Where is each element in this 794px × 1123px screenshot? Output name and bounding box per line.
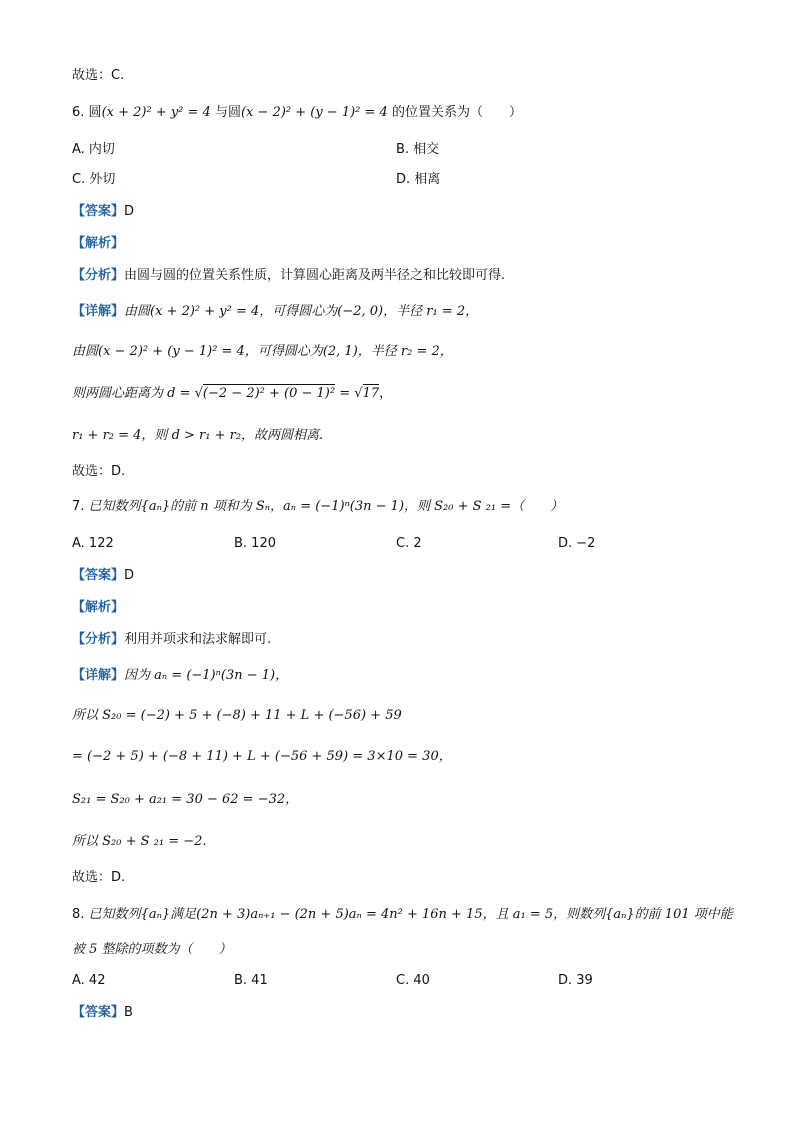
question-6-stem: 6. 圆(x + 2)² + y² = 4 与圆(x − 2)² + (y − 1)² = 4 的位置关系为（ ） (72, 105, 522, 120)
option-d: D. 39 (558, 973, 593, 988)
option-d: D. 相离 (396, 172, 441, 187)
option-a: A. 42 (72, 973, 106, 988)
option-b: B. 120 (234, 536, 276, 551)
answer-line: 【答案】D (72, 204, 135, 219)
question-8-stem-continued: 被 5 整除的项数为（ ） (72, 942, 232, 957)
conclusion-line: 故选：C. (72, 68, 125, 83)
option-a: A. 122 (72, 536, 114, 551)
option-c: C. 外切 (72, 172, 116, 187)
solution-step: = (−2 + 5) + (−8 + 11) + L + (−56 + 59) = 3×10 = 30， (72, 749, 452, 764)
answer-line: 【答案】D (72, 568, 135, 583)
question-8-stem: 8. 已知数列{aₙ}满足(2n + 3)aₙ₊₁ − (2n + 5)aₙ = 4n² + 16n + 15，且 a₁ = 5，则数列{aₙ}的前 101 项中能 (72, 907, 733, 922)
solution-step: 所以 S₂₀ + S ₂₁ = −2. (72, 834, 207, 849)
solution-step: r₁ + r₂ = 4，则 d > r₁ + r₂，故两圆相离. (72, 428, 324, 443)
analysis-heading: 【解析】 (72, 236, 125, 251)
solution-step: 【详解】由圆(x + 2)² + y² = 4，可得圆心为(−2, 0)，半径 r₁ = 2， (72, 304, 479, 319)
option-d: D. −2 (558, 536, 596, 551)
option-c: C. 2 (396, 536, 422, 551)
option-a: A. 内切 (72, 142, 115, 157)
option-c: C. 40 (396, 973, 430, 988)
option-b: B. 41 (234, 973, 268, 988)
option-b: B. 相交 (396, 142, 440, 157)
solution-step: 【详解】因为 aₙ = (−1)ⁿ(3n − 1)， (72, 668, 289, 683)
analysis-summary: 【分析】由圆与圆的位置关系性质，计算圆心距离及两半径之和比较即可得. (72, 268, 506, 283)
solution-step: 则两圆心距离为 d = √(−2 − 2)² + (0 − 1)² = √17， (72, 386, 393, 401)
solution-step: 由圆(x − 2)² + (y − 1)² = 4，可得圆心为(2, 1)，半径 r₂ = 2， (72, 344, 453, 359)
solution-step: 所以 S₂₀ = (−2) + 5 + (−8) + 11 + L + (−56) + 59 (72, 708, 402, 723)
analysis-summary: 【分析】利用并项求和法求解即可. (72, 632, 272, 647)
analysis-heading: 【解析】 (72, 600, 125, 615)
conclusion-line: 故选：D. (72, 464, 126, 479)
question-7-stem: 7. 已知数列{aₙ}的前 n 项和为 Sₙ，aₙ = (−1)ⁿ(3n − 1)，则 S₂₀ + S ₂₁ =（ ） (72, 499, 564, 514)
solution-step: S₂₁ = S₂₀ + a₂₁ = 30 − 62 = −32， (72, 792, 299, 807)
conclusion-line: 故选：D. (72, 870, 126, 885)
answer-line: 【答案】B (72, 1005, 133, 1020)
